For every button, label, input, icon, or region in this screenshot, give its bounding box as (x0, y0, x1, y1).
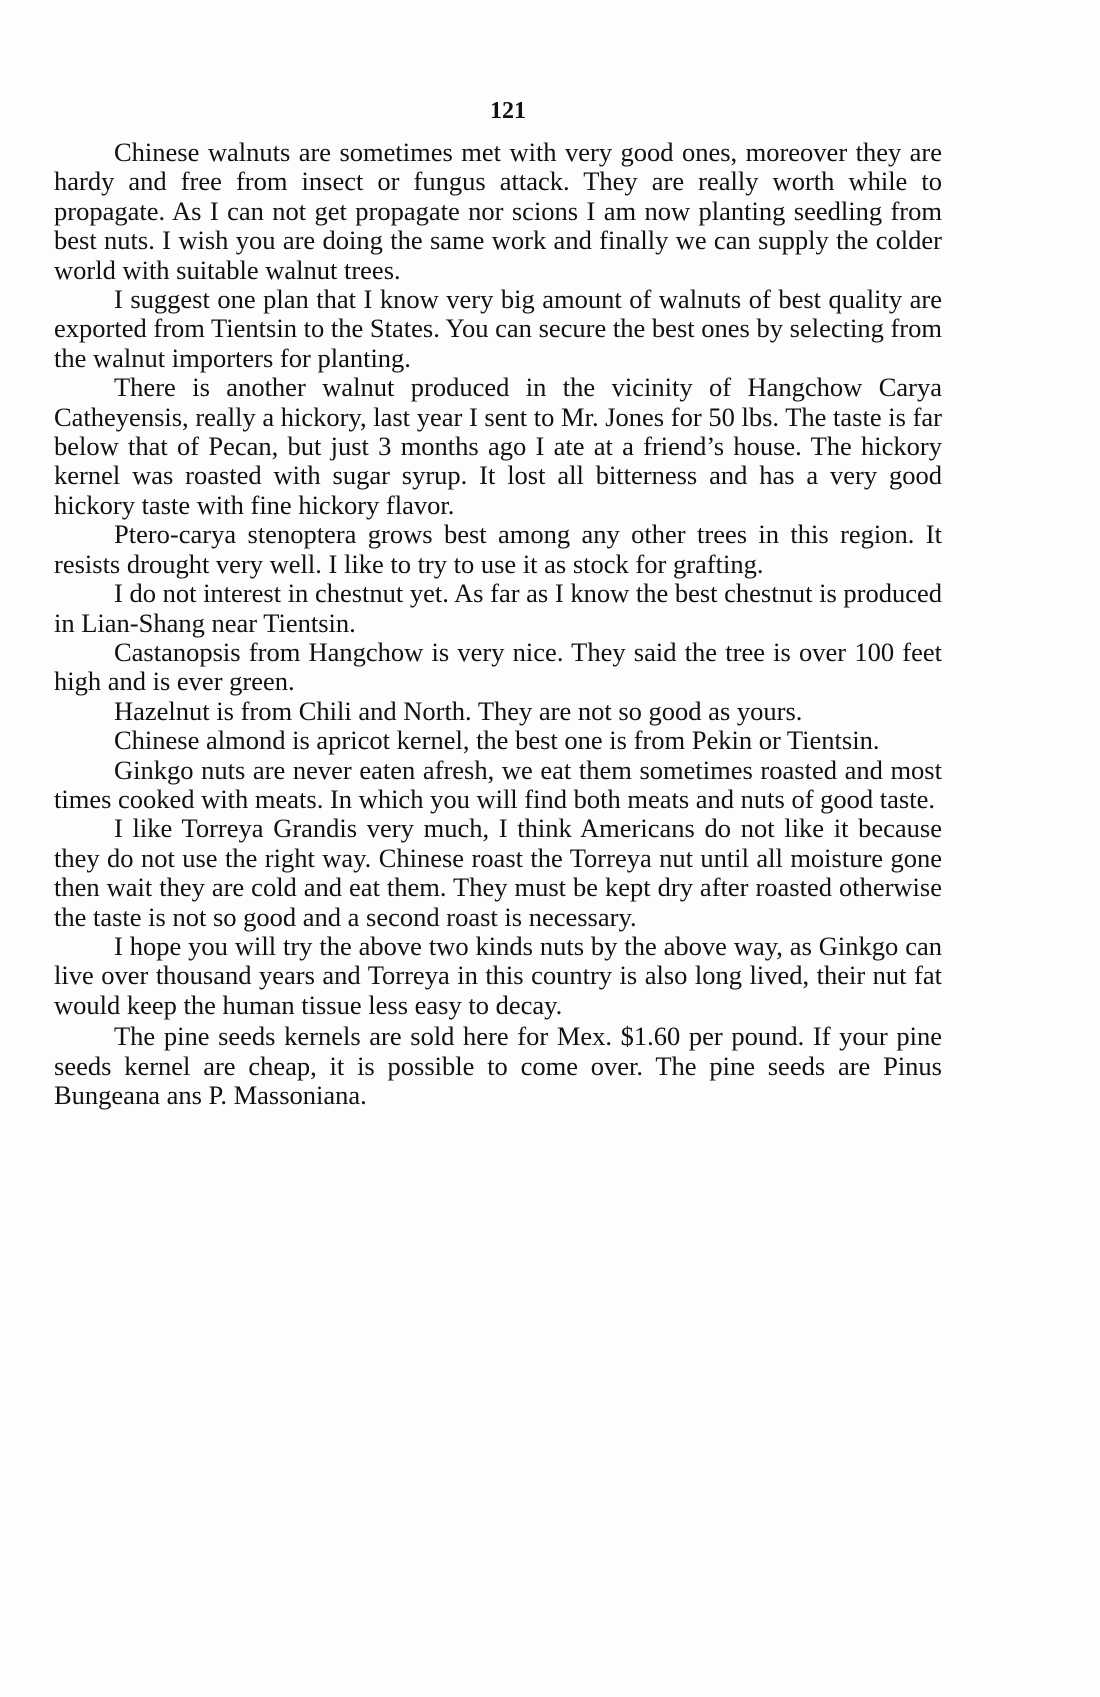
paragraph-almond: Chinese almond is apricot kernel, the best one is from Pekin or Tientsin. (114, 725, 880, 756)
paragraph-torreya: I like Torreya Grandis very much, I think Americans do not like it because they do not use the right way. Chinese roast the Torreya nut until all moisture gone then wait they are cold and eat them. They must be kept dry after roasted otherwise the taste is not so good and a second roast is necessary. (54, 813, 942, 932)
paragraph-chestnut: I do not interest in chestnut yet. As far as I know the best chestnut is produced in Lian-Shang near Tientsin. (54, 578, 942, 638)
page-number: 121 (490, 98, 526, 124)
paragraph-pterocarya: Ptero-carya stenoptera grows best among any other trees in this region. It resists drought very well. I like to try to use it as stock for grafting. (54, 519, 942, 579)
body-text (54, 138, 942, 1110)
paragraph-ginkgo: Ginkgo nuts are never eaten afresh, we eat them sometimes roasted and most times cooked with meats. In which you will find both meats and nuts of good taste. (54, 754, 942, 814)
paragraph-hazelnut: Hazelnut is from Chili and North. They are not so good as yours. (114, 695, 803, 726)
paragraph-longevity: I hope you will try the above two kinds nuts by the above way, as Ginkgo can live over thousand years and Torreya in this country is also long lived, their nut fat would keep the human tissue less easy to decay. (54, 930, 942, 1020)
paragraph-castanopsis: Castanopsis from Hangchow is very nice. They said the tree is over 100 feet high and is ever green. (54, 636, 942, 697)
paragraph-walnuts: Chinese walnuts are sometimes met with very good ones, moreover they are hardy and free from insect or fungus attack. They are really worth while to propagate. As I can not get propagate nor scions I am now planting seedling from best nuts. I wish you are doing the same work and finally we can supply the colder world with suitable walnut trees. (54, 137, 942, 285)
paragraph-export-plan: I suggest one plan that I know very big amount of walnuts of best quality are exported from Tientsin to the States. You can secure the best ones by selecting from the walnut importers for planting. (54, 284, 942, 373)
paragraph-pine-seeds: The pine seeds kernels are sold here for Mex. $1.60 per pound. If your pine seeds kernel are cheap, it is possible to come over. The pine seeds are Pinus Bungeana ans P. Massoniana. (54, 1021, 942, 1110)
paragraph-hickory: There is another walnut produced in the vicinity of Hangchow Carya Catheyensis, really a hickory, last year I sent to Mr. Jones for 50 lbs. The taste is far below that of Pecan, but just 3 months ago I ate at a friend’s house. The hickory kernel was roasted with sugar syrup. It lost all bitterness and has a very good hickory taste with fine hickory flavor. (54, 372, 942, 520)
